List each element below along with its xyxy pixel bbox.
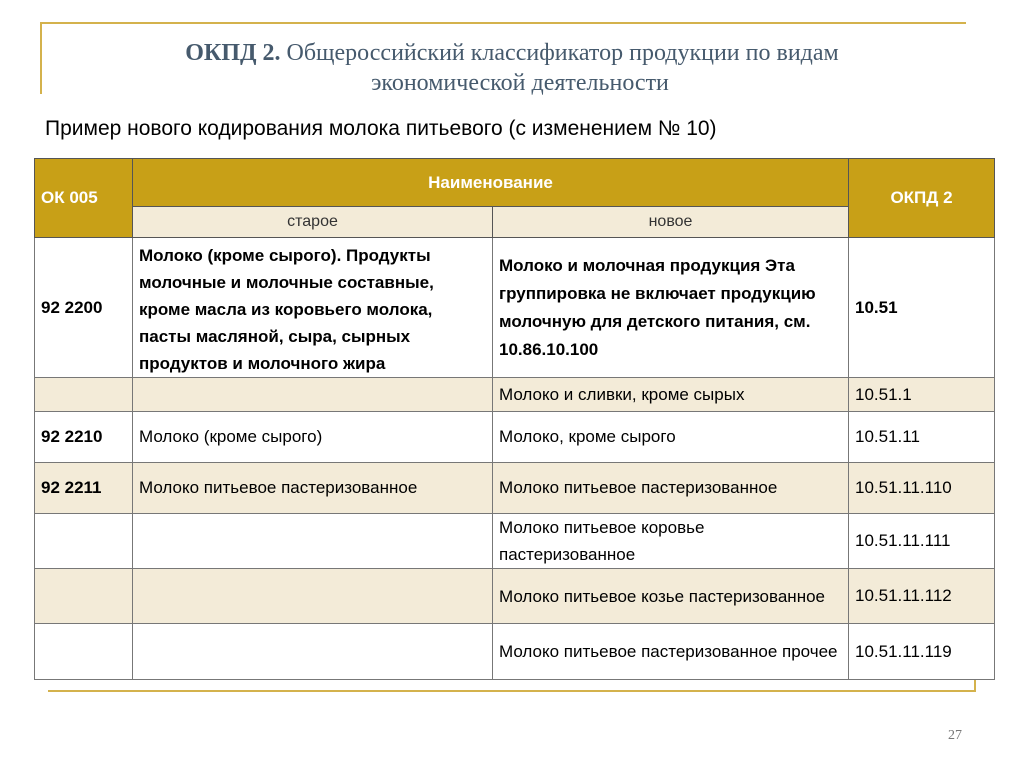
table-row (35, 412, 995, 463)
cell-old (133, 569, 493, 624)
table-row (35, 238, 995, 378)
cell-new: Молоко и сливки, кроме сырых (493, 378, 849, 412)
cell-okpd2: 10.51.1 (849, 378, 995, 412)
table-row (35, 463, 995, 514)
slide-title-line2: экономической деятельности (371, 70, 669, 96)
header-name: Наименование (133, 159, 849, 207)
cell-new: Молоко и молочная продукция Эта группировка не включает продукцию молочную для детского питания, см. 10.86.10.100 (493, 238, 849, 378)
cell-old: Молоко (кроме сырого). Продукты молочные и молочные составные, кроме масла из коровьего молока, пасты масляной, сыра, сырных продуктов и молочного жира (133, 238, 493, 378)
table-row (35, 378, 995, 412)
cell-ok005 (35, 514, 133, 569)
page-number: 27 (948, 728, 962, 743)
table-row (35, 514, 995, 569)
cell-okpd2: 10.51.11.119 (849, 624, 995, 680)
title-bold: ОКПД 2. (185, 40, 281, 66)
cell-ok005 (35, 378, 133, 412)
cell-ok005: 92 2210 (35, 412, 133, 463)
frame-top-line (40, 22, 966, 24)
cell-ok005 (35, 569, 133, 624)
cell-new: Молоко питьевое коровье пастеризованное (493, 514, 849, 569)
okpd-table (34, 158, 995, 680)
table-row (35, 624, 995, 680)
cell-old (133, 514, 493, 569)
cell-okpd2: 10.51.11.112 (849, 569, 995, 624)
cell-ok005: 92 2211 (35, 463, 133, 514)
cell-new: Молоко, кроме сырого (493, 412, 849, 463)
cell-old (133, 624, 493, 680)
cell-okpd2: 10.51.11.110 (849, 463, 995, 514)
cell-okpd2: 10.51 (849, 238, 995, 378)
header-ok005: ОК 005 (35, 159, 133, 238)
header-new: новое (493, 207, 849, 238)
cell-okpd2: 10.51.11 (849, 412, 995, 463)
cell-ok005: 92 2200 (35, 238, 133, 378)
cell-okpd2: 10.51.11.111 (849, 514, 995, 569)
frame-bottom-line (48, 690, 974, 692)
slide-title (0, 36, 1024, 70)
cell-new: Молоко питьевое пастеризованное (493, 463, 849, 514)
title-rest: Общероссийский классификатор продукции по видам (286, 40, 839, 66)
cell-old (133, 378, 493, 412)
example-caption: Пример нового кодирования молока питьевого (с изменением № 10) (45, 117, 717, 140)
cell-new: Молоко питьевое козье пастеризованное (493, 569, 849, 624)
header-old: старое (133, 207, 493, 238)
header-okpd2: ОКПД 2 (849, 159, 995, 238)
table-row (35, 569, 995, 624)
cell-old: Молоко питьевое пастеризованное (133, 463, 493, 514)
cell-old: Молоко (кроме сырого) (133, 412, 493, 463)
cell-ok005 (35, 624, 133, 680)
cell-new: Молоко питьевое пастеризованное прочее (493, 624, 849, 680)
